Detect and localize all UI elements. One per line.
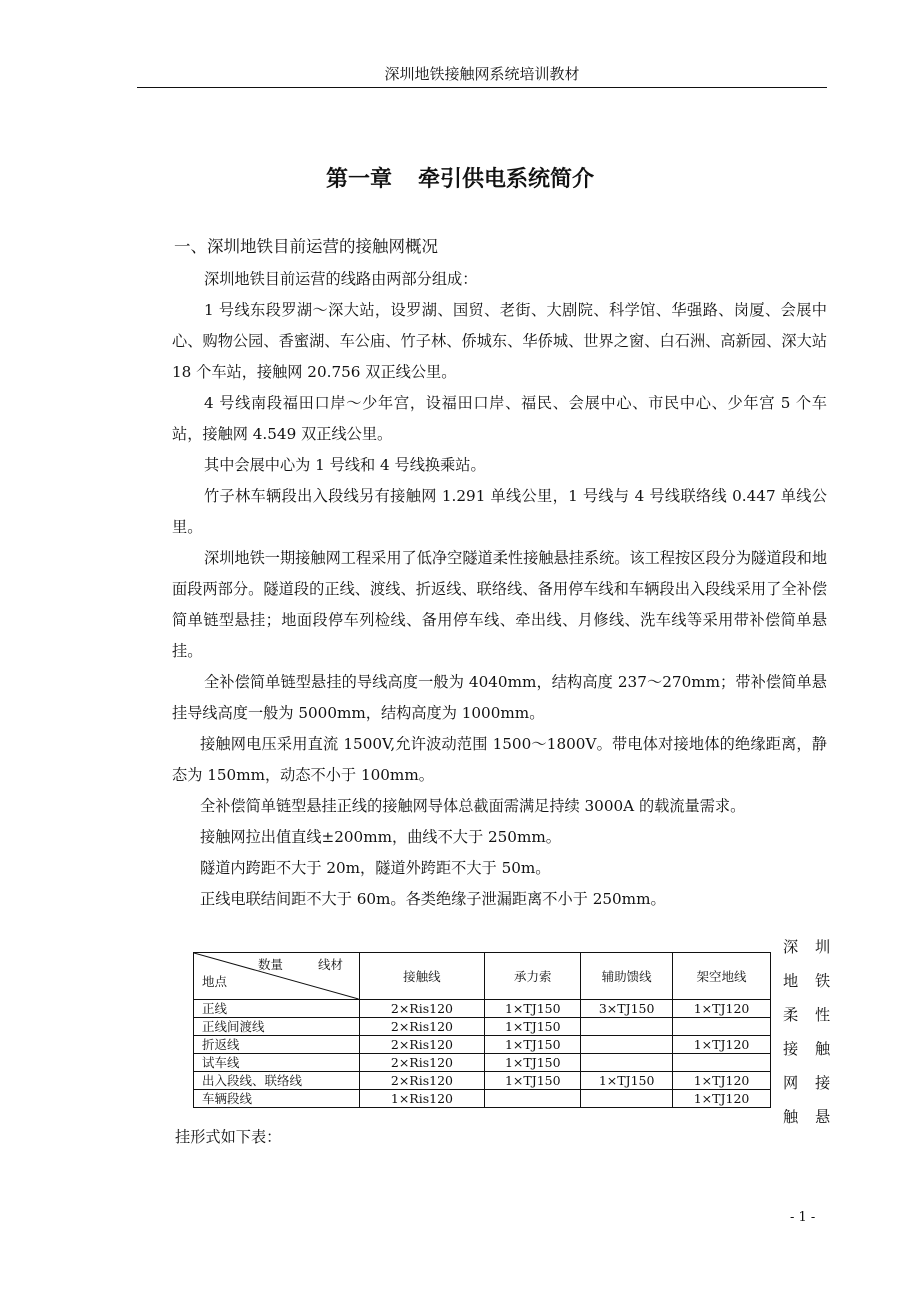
table-cell — [485, 1090, 581, 1108]
side-line: 地 铁 — [783, 972, 837, 990]
table-cell: 1×TJ150 — [485, 1036, 581, 1054]
column-header: 架空地线 — [673, 953, 771, 1000]
header-rule — [137, 87, 827, 88]
paragraph: 接触网拉出值直线±200mm，曲线不大于 250mm。 — [200, 828, 561, 846]
table-cell: 1×TJ150 — [581, 1072, 673, 1090]
table-cell: 2×Ris120 — [359, 1072, 485, 1090]
table-cell: 1×Ris120 — [359, 1090, 485, 1108]
row-place: 试车线 — [194, 1054, 360, 1072]
row-place: 折返线 — [194, 1036, 360, 1054]
corner-quantity: 数量 — [258, 957, 284, 972]
table-row — [194, 1000, 771, 1018]
paragraph: 隧道内跨距不大于 20m，隧道外跨距不大于 50m。 — [200, 859, 551, 877]
column-header: 接触线 — [359, 953, 485, 1000]
side-line: 深 圳 — [783, 938, 837, 956]
table-row — [194, 1072, 771, 1090]
table-cell: 2×Ris120 — [359, 1054, 485, 1072]
column-header: 辅助馈线 — [581, 953, 673, 1000]
paragraph: 1 号线东段罗湖～深大站，设罗湖、国贸、老街、大剧院、科学馆、华强路、岗厦、会展中心、购物公园、香蜜湖、车公庙、竹子林、侨城东、华侨城、世界之窗、白石洲、高新园、深大站 18 个车站，接触网 20.756 双正线公里。 — [172, 301, 827, 381]
table-cell: 2×Ris120 — [359, 1018, 485, 1036]
paragraph: 全补偿简单链型悬挂的导线高度一般为 4040mm，结构高度 237～270mm；带补偿简单悬挂导线高度一般为 5000mm，结构高度为 1000mm。 — [172, 673, 827, 722]
table-cell — [581, 1090, 673, 1108]
corner-material: 线材 — [318, 957, 344, 972]
row-place: 出入段线、联络线 — [194, 1072, 360, 1090]
table-row — [194, 1018, 771, 1036]
table-cell: 2×Ris120 — [359, 1036, 485, 1054]
paragraph: 4 号线南段福田口岸～少年宫，设福田口岸、福民、会展中心、市民中心、少年宫 5 个车站，接触网 4.549 双正线公里。 — [172, 394, 827, 443]
table-cell: 1×TJ150 — [485, 1018, 581, 1036]
paragraph: 全补偿简单链型悬挂正线的接触网导体总截面需满足持续 3000A 的载流量需求。 — [200, 797, 746, 815]
paragraph: 正线电联结间距不大于 60m。各类绝缘子泄漏距离不小于 250mm。 — [200, 890, 666, 908]
paragraph: 其中会展中心为 1 号线和 4 号线换乘站。 — [204, 456, 486, 474]
row-place: 正线 — [194, 1000, 360, 1018]
table-cell: 3×TJ150 — [581, 1000, 673, 1018]
page-number: - 1 - — [790, 1210, 816, 1225]
page-header-title: 深圳地铁接触网系统培训教材 — [384, 65, 580, 83]
side-line: 触 悬 — [783, 1108, 837, 1126]
row-place: 车辆段线 — [194, 1090, 360, 1108]
tail-text: 挂形式如下表： — [175, 1128, 282, 1146]
table-cell — [581, 1018, 673, 1036]
table-cell — [581, 1054, 673, 1072]
table-cell — [581, 1036, 673, 1054]
table-cell: 1×TJ120 — [673, 1000, 771, 1018]
suspension-table — [193, 952, 771, 1108]
paragraph: 竹子林车辆段出入段线另有接触网 1.291 单线公里，1 号线与 4 号线联络线 0.447 单线公里。 — [172, 487, 827, 536]
row-place: 正线间渡线 — [194, 1018, 360, 1036]
side-line: 接 触 — [783, 1040, 837, 1058]
paragraph: 深圳地铁一期接触网工程采用了低净空隧道柔性接触悬挂系统。该工程按区段分为隧道段和地面段两部分。隧道段的正线、渡线、折返线、联络线、备用停车线和车辆段出入段线采用了全补偿简单链型悬挂；地面段停车列检线、备用停车线、牵出线、月修线、洗车线等采用带补偿简单悬挂。 — [172, 549, 827, 660]
table-header-row — [194, 953, 771, 1000]
side-text — [783, 930, 837, 1134]
table-cell: 1×TJ120 — [673, 1036, 771, 1054]
table-cell: 1×TJ120 — [673, 1072, 771, 1090]
chapter-title — [0, 163, 920, 195]
table-corner-cell — [194, 953, 360, 1000]
column-header: 承力索 — [485, 953, 581, 1000]
table-cell — [673, 1054, 771, 1072]
table-cell: 1×TJ150 — [485, 1072, 581, 1090]
table-cell: 1×TJ120 — [673, 1090, 771, 1108]
table-cell: 1×TJ150 — [485, 1000, 581, 1018]
table-row — [194, 1036, 771, 1054]
paragraph: 深圳地铁目前运营的线路由两部分组成： — [204, 270, 478, 288]
table-cell: 2×Ris120 — [359, 1000, 485, 1018]
side-line: 网 接 — [783, 1074, 837, 1092]
chapter-name: 牵引供电系统简介 — [418, 166, 595, 192]
table-row — [194, 1054, 771, 1072]
side-line: 柔 性 — [783, 1006, 837, 1024]
table-cell: 1×TJ150 — [485, 1054, 581, 1072]
table-row — [194, 1090, 771, 1108]
chapter-number: 第一章 — [325, 166, 392, 192]
body-text — [172, 264, 827, 915]
corner-place: 地点 — [202, 974, 228, 989]
paragraph: 接触网电压采用直流 1500V,允许波动范围 1500～1800V。带电体对接地体的绝缘距离，静态为 150mm，动态不小于 100mm。 — [172, 735, 827, 784]
table-cell — [673, 1018, 771, 1036]
section-heading: 一、深圳地铁目前运营的接触网概况 — [174, 237, 438, 256]
